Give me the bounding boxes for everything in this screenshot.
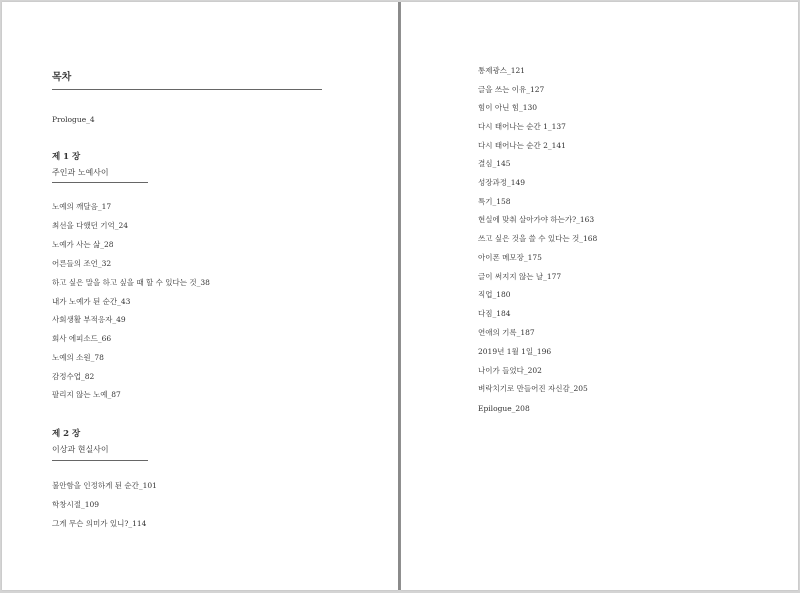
toc-entry: 팔리지 않는 노예_87 <box>52 390 121 399</box>
toc-entry: 통제광스_121 <box>478 66 526 75</box>
toc-entry: 2019년 1월 1일_196 <box>478 347 552 356</box>
toc-entry: 벼락치기로 만들어진 자신감_205 <box>478 384 588 393</box>
toc-entry: 쓰고 싶은 것을 쓸 수 있다는 것_168 <box>478 234 598 243</box>
toc-entry: 현실에 맞춰 살아가야 하는가?_163 <box>478 215 595 224</box>
toc-entry: 성장과정_149 <box>478 178 526 187</box>
toc-entry: 특기_158 <box>478 197 511 206</box>
toc-entry: Epilogue_208 <box>478 404 530 413</box>
toc-entry: 결심_145 <box>478 159 511 168</box>
chapter2-rule <box>52 460 148 461</box>
toc-entry: 아이폰 메모장_175 <box>478 253 542 262</box>
toc-title: 목차 <box>52 72 72 83</box>
toc-entry: 글을 쓰는 이유_127 <box>478 85 545 94</box>
toc-prologue: Prologue_4 <box>52 115 95 124</box>
toc-entry: 회사 에피소드_66 <box>52 334 112 343</box>
toc-entry: 불안함을 인정하게 된 순간_101 <box>52 481 157 490</box>
toc-entry: 노예의 깨달음_17 <box>52 202 112 211</box>
chapter1-name: 주인과 노예사이 <box>52 168 109 177</box>
toc-entry: 노예가 사는 삶_28 <box>52 240 114 249</box>
toc-entry: 감정수업_82 <box>52 372 95 381</box>
toc-entry: 사회생활 부적응자_49 <box>52 315 126 324</box>
toc-entry: 다시 태어나는 순간 1_137 <box>478 122 566 131</box>
toc-entry: 힘이 아닌 힘_130 <box>478 103 538 112</box>
toc-entry: 노예의 소원_78 <box>52 353 104 362</box>
toc-entry: 내가 노예가 된 순간_43 <box>52 297 131 306</box>
chapter2-number: 제 2 장 <box>52 429 81 439</box>
toc-entry: 하고 싶은 말을 하고 싶을 때 할 수 있다는 것_38 <box>52 278 210 287</box>
toc-title-rule <box>52 89 322 90</box>
chapter1-rule <box>52 182 148 183</box>
toc-entry: 나이가 들었다_202 <box>478 366 542 375</box>
toc-entry: 학창시절_109 <box>52 500 100 509</box>
left-page <box>2 2 398 590</box>
toc-entry: 글이 써지지 않는 날_177 <box>478 272 562 281</box>
toc-entry: 연애의 기록_187 <box>478 328 535 337</box>
toc-entry: 다시 태어나는 순간 2_141 <box>478 141 566 150</box>
right-page <box>401 2 798 590</box>
toc-entry: 직업_180 <box>478 290 511 299</box>
toc-entry: 어른들의 조언_32 <box>52 259 112 268</box>
chapter2-name: 이상과 현실사이 <box>52 445 109 454</box>
toc-entry: 다짐_184 <box>478 309 511 318</box>
toc-entry: 최선을 다했던 기억_24 <box>52 221 129 230</box>
chapter1-number: 제 1 장 <box>52 152 81 162</box>
toc-entry: 그게 무슨 의미가 있니?_114 <box>52 519 147 528</box>
